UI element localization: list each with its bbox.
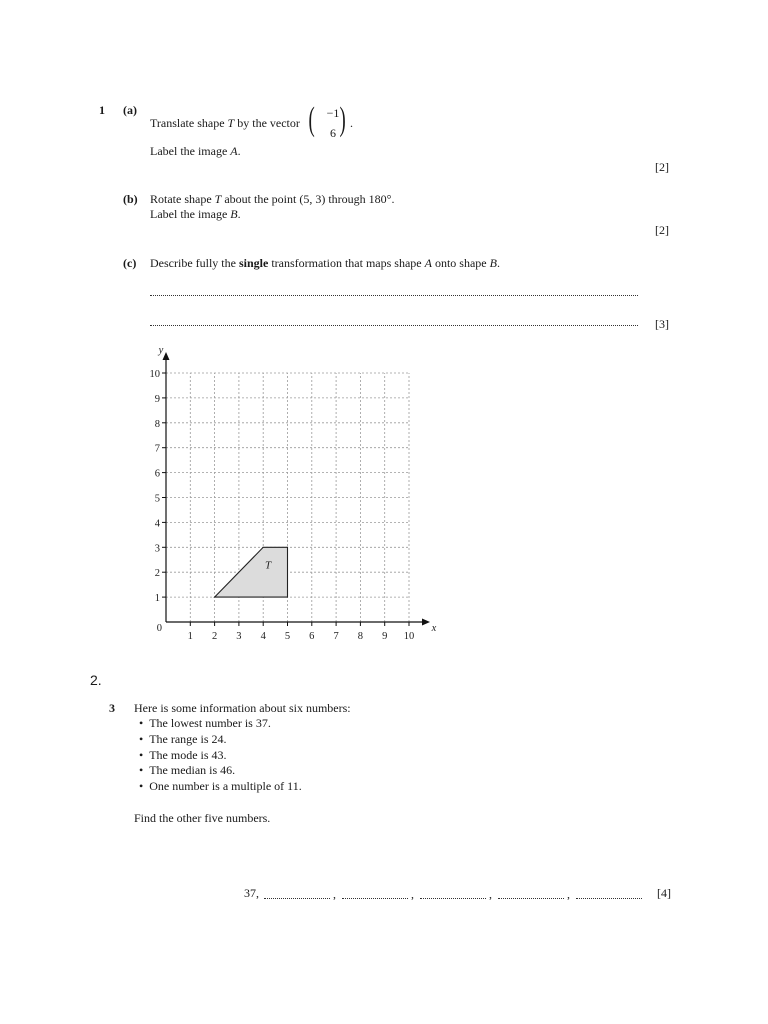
- part-b-label-image: Label the image B.: [150, 207, 241, 221]
- question-3-number: 3: [109, 701, 115, 715]
- part-b-instruction: Rotate shape T about the point (5, 3) through 180°.: [150, 192, 395, 206]
- comma: ,: [489, 887, 492, 901]
- shape-t: [215, 547, 288, 597]
- x-tick-label: 5: [284, 631, 291, 642]
- vector-left-paren: (: [308, 101, 315, 138]
- y-tick-label: 4: [154, 518, 160, 530]
- answer-blank-4[interactable]: [498, 898, 564, 899]
- vector-period: .: [350, 116, 353, 130]
- part-b-label: (b): [123, 192, 138, 206]
- part-a-label: (a): [123, 103, 137, 117]
- x-tick-label: 4: [260, 631, 266, 642]
- y-tick-label: 7: [154, 443, 160, 455]
- question-2-marker: 2.: [90, 672, 102, 688]
- answer-first-number: 37,: [244, 886, 259, 900]
- y-tick-label: 10: [149, 369, 160, 380]
- origin-label: 0: [156, 623, 162, 634]
- vector-top: −1: [326, 106, 340, 120]
- y-tick-label: 1: [154, 593, 160, 605]
- y-tick-label: 3: [154, 543, 160, 555]
- answer-blank-2[interactable]: [342, 898, 408, 899]
- comma: ,: [567, 887, 570, 901]
- question-3-bullets: [139, 716, 302, 795]
- x-axis-label: x: [431, 623, 437, 634]
- bullet-item: • The median is 46.: [139, 763, 236, 778]
- part-c-label: (c): [123, 256, 137, 270]
- part-a-instruction: Translate shape T by the vector: [150, 116, 300, 130]
- x-tick-label: 10: [403, 631, 415, 642]
- question-3-intro: Here is some information about six numbers:: [134, 701, 351, 715]
- answer-blank-1[interactable]: [264, 898, 330, 899]
- x-axis-arrow-icon: [422, 619, 430, 626]
- x-tick-label: 3: [236, 631, 242, 642]
- x-tick-label: 8: [357, 631, 364, 642]
- y-tick-label: 9: [154, 393, 160, 405]
- part-a-label-image: Label the image A.: [150, 144, 241, 158]
- x-tick-label: 1: [187, 631, 193, 642]
- y-tick-label: 8: [154, 418, 160, 430]
- x-tick-label: 9: [382, 631, 388, 642]
- x-tick-label: 2: [211, 631, 218, 642]
- bullet-item: • The mode is 43.: [139, 747, 227, 762]
- question-1-number: 1: [99, 103, 105, 117]
- part-a-marks: [2]: [655, 160, 669, 174]
- vector-right-paren: ): [339, 101, 346, 138]
- y-tick-label: 5: [154, 493, 160, 505]
- part-c-instruction: Describe fully the single transformation that maps shape A onto shape B.: [150, 256, 500, 270]
- vector-bottom: 6: [330, 126, 336, 140]
- x-tick-label: 7: [333, 631, 339, 642]
- comma: ,: [333, 887, 336, 901]
- part-c-marks: [3]: [655, 317, 669, 331]
- y-tick-label: 6: [154, 468, 160, 480]
- y-axis-label: y: [158, 345, 164, 356]
- answer-blank-5[interactable]: [576, 898, 642, 899]
- answer-blank-3[interactable]: [420, 898, 486, 899]
- bullet-item: • The lowest number is 37.: [139, 716, 271, 730]
- y-tick-label: 2: [154, 568, 160, 580]
- question-3-marks: [4]: [657, 886, 671, 900]
- part-b-marks: [2]: [655, 223, 669, 237]
- bullet-item: • One number is a multiple of 11.: [139, 779, 302, 794]
- y-axis-arrow-icon: [163, 352, 170, 360]
- x-tick-label: 6: [309, 631, 315, 642]
- question-3-instruction: Find the other five numbers.: [134, 811, 271, 825]
- comma: ,: [411, 887, 414, 901]
- bullet-item: • The range is 24.: [139, 731, 227, 746]
- shape-label: T: [264, 559, 272, 572]
